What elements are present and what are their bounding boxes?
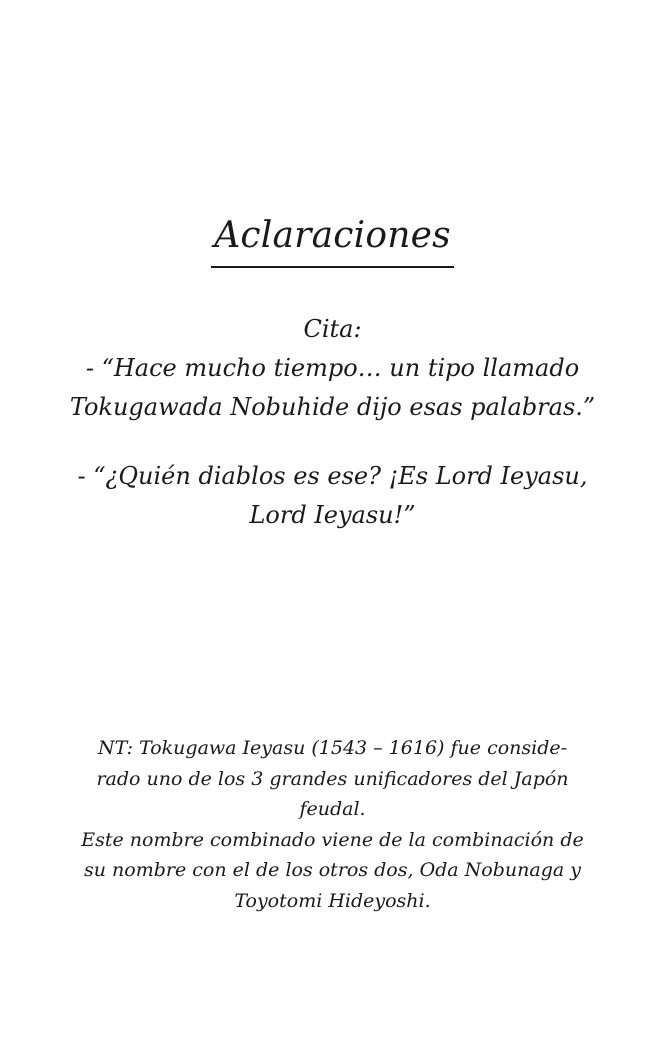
note-line: NT: Tokugawa Ieyasu (1543 – 1616) fue conside- <box>97 737 568 759</box>
note-line: feudal. <box>299 798 366 820</box>
quote-line: Lord Ieyasu!” <box>249 501 416 529</box>
quote-section <box>0 310 665 535</box>
heading-text: Aclaraciones <box>211 212 454 268</box>
quote-spacer <box>0 427 665 457</box>
quote-line: Tokugawada Nobuhide dijo esas palabras.” <box>69 393 596 421</box>
note-line: Toyotomi Hideyoshi. <box>234 889 431 912</box>
quote-label: Cita: <box>303 315 362 343</box>
quote-line: - “Hace mucho tiempo… un tipo llamado <box>85 354 580 382</box>
note-line: su nombre con el de los otros dos, Oda Nobunaga y <box>84 859 581 881</box>
page-heading <box>0 212 665 268</box>
translator-note <box>0 733 665 916</box>
quote-line: - “¿Quién diablos es ese? ¡Es Lord Ieyasu, <box>77 462 588 490</box>
note-line: Este nombre combinado viene de la combinación de <box>81 828 584 851</box>
note-line: rado uno de los 3 grandes unificadores del Japón <box>96 767 569 790</box>
